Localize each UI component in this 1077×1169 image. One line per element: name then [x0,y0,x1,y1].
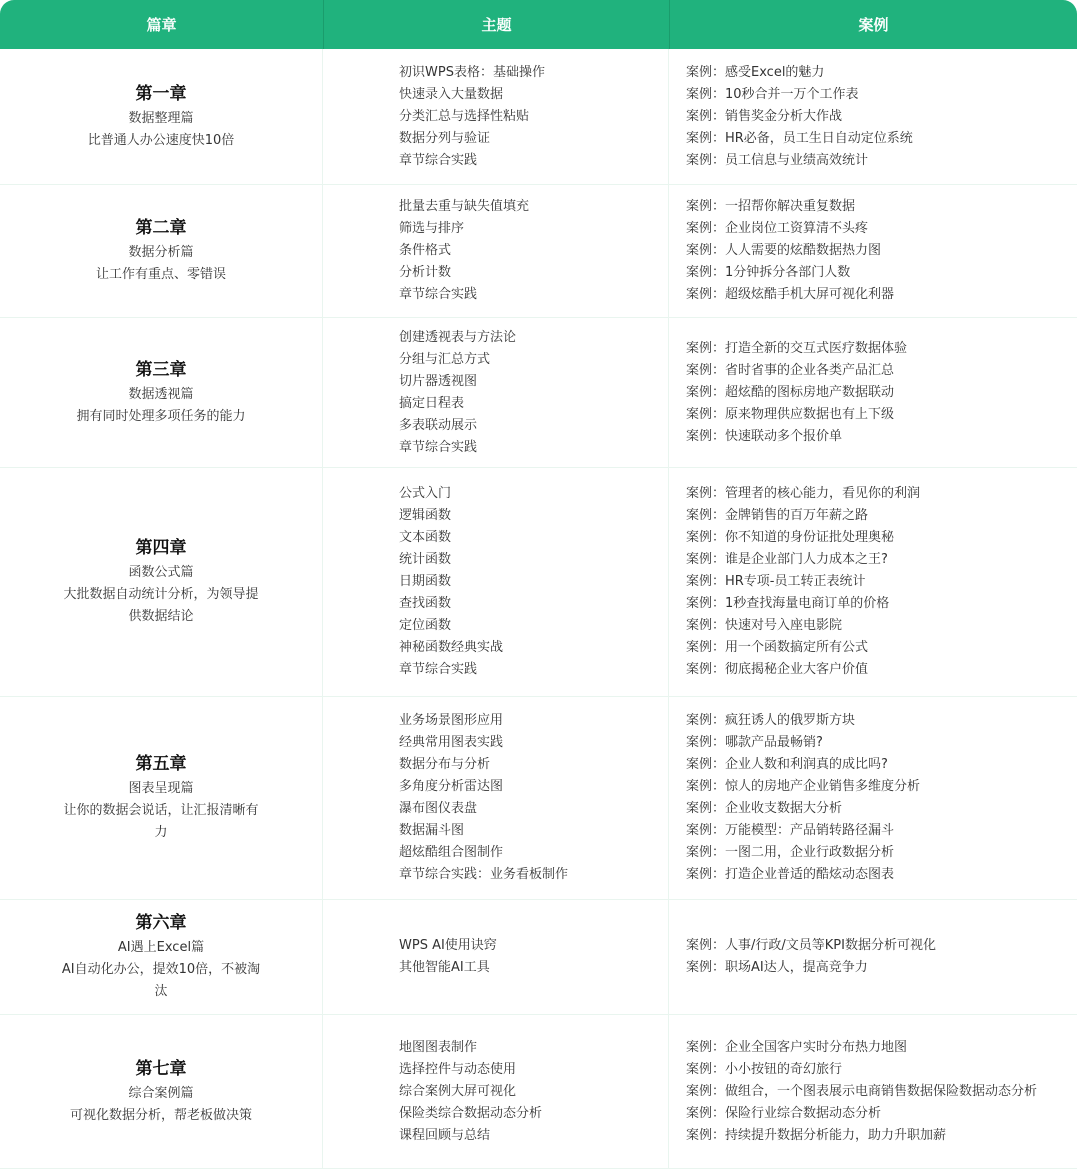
case-item: 案例：企业岗位工资算清不头疼 [686,221,869,236]
topic-item: 保险类综合数据动态分析 [399,1105,543,1121]
chapter-subtitle: 数据透视篇 [128,386,194,402]
case-item: 案例：惊人的房地产企业销售多维度分析 [686,779,921,794]
topic-item: 多表联动展示 [399,417,478,433]
chapter-title: 第五章 [135,754,187,774]
topic-item: 搞定日程表 [399,395,465,411]
topic-list [323,318,669,468]
case-item: 案例：感受Excel的魅力 [686,64,825,80]
chapter-cell [0,318,323,468]
case-item: 案例：快速对号入座电影院 [686,618,843,633]
topic-item: 章节综合实践 [399,662,478,677]
chapter-cell [0,697,323,900]
topic-list [323,1015,669,1169]
case-list [669,468,1077,697]
topic-item: 地图图表制作 [399,1039,478,1055]
topic-item: 分类汇总与选择性粘贴 [399,108,530,124]
topic-item: 章节综合实践 [399,439,478,455]
topic-item: 快速录入大量数据 [399,86,504,102]
topic-item: 分组与汇总方式 [399,351,491,367]
case-item: 案例：职场AI达人，提高竞争力 [686,960,868,975]
case-item: 案例：企业收支数据大分析 [686,801,843,816]
chapter-description: 大批数据自动统计分析，为领导提供数据结论 [63,587,259,624]
chapter-description: 拥有同时处理多项任务的能力 [76,408,246,424]
chapter-subtitle: 函数公式篇 [128,565,194,580]
chapter-description: 比普通人办公速度快10倍 [87,132,235,148]
chapter-cell [0,1015,323,1169]
chapter-subtitle: 图表呈现篇 [128,781,194,796]
chapter-description: AI自动化办公，提效10倍，不被淘汰 [61,962,261,999]
chapter-subtitle: AI遇上Excel篇 [117,940,205,955]
case-item: 案例：打造企业普适的酷炫动态图表 [686,867,895,882]
case-item: 案例：HR必备，员工生日自动定位系统 [686,130,913,146]
topic-item: 日期函数 [399,574,452,589]
topic-list [323,900,669,1015]
case-list [669,318,1077,468]
topic-item: 神秘函数经典实战 [399,640,504,655]
case-item: 案例：一招帮你解决重复数据 [686,199,856,214]
topic-item: 初识WPS表格：基础操作 [399,64,545,80]
chapter-description: 让工作有重点、零错误 [95,267,226,282]
case-item: 案例：你不知道的身份证批处理奥秘 [686,530,895,545]
topic-item: 切片器透视图 [399,373,478,389]
topic-item: 批量去重与缺失值填充 [399,199,530,214]
chapter-subtitle: 数据整理篇 [128,110,194,126]
topic-item: 章节综合实践：业务看板制作 [399,867,569,882]
case-item: 案例：1分钟拆分各部门人数 [686,265,851,280]
topic-item: 章节综合实践 [399,287,478,302]
topic-list [323,468,669,697]
chapter-subtitle: 数据分析篇 [128,245,194,260]
case-item: 案例：疯狂诱人的俄罗斯方块 [686,713,856,728]
case-item: 案例：管理者的核心能力，看见你的利润 [686,486,921,501]
topic-list [323,697,669,900]
case-item: 案例：销售奖金分析大作战 [686,108,843,124]
case-item: 案例：1秒查找海量电商订单的价格 [686,596,890,611]
case-item: 案例：用一个函数搞定所有公式 [686,640,869,655]
case-list [669,697,1077,900]
case-item: 案例：万能模型：产品销转路径漏斗 [686,823,895,838]
case-item: 案例：企业人数和利润真的成比吗? [686,757,888,772]
case-list [669,1015,1077,1169]
case-item: 案例：省时省事的企业各类产品汇总 [686,362,895,378]
case-item: 案例：快速联动多个报价单 [686,428,843,444]
topic-item: 分析计数 [399,265,452,280]
case-list [669,49,1077,185]
chapter-title: 第三章 [135,359,187,380]
topic-item: 综合案例大屏可视化 [399,1083,517,1099]
topic-item: 多角度分析雷达图 [399,779,504,794]
topic-list [323,185,669,318]
chapter-title: 第七章 [135,1058,187,1079]
topic-item: 章节综合实践 [399,152,478,168]
case-item: 案例：持续提升数据分析能力，助力升职加薪 [686,1127,947,1143]
chapter-cell [0,49,323,185]
topic-item: 超炫酷组合图制作 [399,845,504,860]
chapter-description: 可视化数据分析，帮老板做决策 [69,1107,252,1123]
case-item: 案例：HR专项-员工转正表统计 [686,574,866,589]
topic-item: 公式入门 [399,486,452,501]
topic-item: WPS AI使用诀窍 [399,938,497,953]
topic-item: 业务场景图形应用 [399,713,504,728]
topic-item: 课程回顾与总结 [399,1127,491,1143]
chapter-description: 让你的数据会说话，让汇报清晰有力 [63,803,259,840]
case-item: 案例：人人需要的炫酷数据热力图 [686,243,882,258]
case-item: 案例：原来物理供应数据也有上下级 [686,406,895,422]
case-list [669,185,1077,318]
case-item: 案例：员工信息与业绩高效统计 [686,152,869,168]
topic-list [323,49,669,185]
topic-item: 选择控件与动态使用 [399,1061,517,1077]
case-item: 案例：彻底揭秘企业大客户价值 [686,662,869,677]
topic-item: 文本函数 [399,530,452,545]
topic-item: 筛选与排序 [399,221,465,236]
case-list [669,900,1077,1015]
case-item: 案例：一图二用，企业行政数据分析 [686,845,895,860]
chapter-title: 第四章 [135,538,187,558]
case-item: 案例：10秒合并一万个工作表 [686,86,859,102]
chapter-cell [0,185,323,318]
chapter-title: 第二章 [135,218,187,238]
topic-item: 定位函数 [399,618,452,633]
topic-item: 瀑布图仪表盘 [399,801,478,816]
case-item: 案例：超炫酷的图标房地产数据联动 [686,384,895,400]
header-topic: 主题 [323,0,669,49]
topic-item: 数据分列与验证 [399,130,491,146]
case-item: 案例：做组合，一个图表展示电商销售数据保险数据动态分析 [686,1083,1038,1099]
topic-item: 查找函数 [399,596,452,611]
topic-item: 统计函数 [399,552,452,567]
case-item: 案例：企业全国客户实时分布热力地图 [686,1039,908,1055]
chapter-subtitle: 综合案例篇 [128,1085,194,1101]
case-item: 案例：谁是企业部门人力成本之王? [686,552,888,567]
topic-item: 逻辑函数 [399,508,452,523]
chapter-title: 第六章 [135,913,187,933]
topic-item: 创建透视表与方法论 [399,329,517,345]
case-item: 案例：超级炫酷手机大屏可视化利器 [686,287,895,302]
chapter-title: 第一章 [135,83,187,104]
case-item: 案例：人事/行政/文员等KPI数据分析可视化 [686,938,936,953]
case-item: 案例：打造全新的交互式医疗数据体验 [686,340,908,356]
chapter-cell [0,468,323,697]
chapter-cell [0,900,323,1015]
topic-item: 经典常用图表实践 [399,735,504,750]
case-item: 案例：保险行业综合数据动态分析 [686,1105,882,1121]
case-item: 案例：金牌销售的百万年薪之路 [686,508,869,523]
topic-item: 其他智能AI工具 [399,960,490,975]
header-case: 案例 [669,0,1077,49]
topic-item: 数据漏斗图 [399,823,465,838]
topic-item: 数据分布与分析 [399,757,491,772]
topic-item: 条件格式 [399,243,452,258]
header-chapter: 篇章 [0,0,323,49]
case-item: 案例：小小按钮的奇幻旅行 [686,1061,843,1077]
case-item: 案例：哪款产品最畅销? [686,735,823,750]
